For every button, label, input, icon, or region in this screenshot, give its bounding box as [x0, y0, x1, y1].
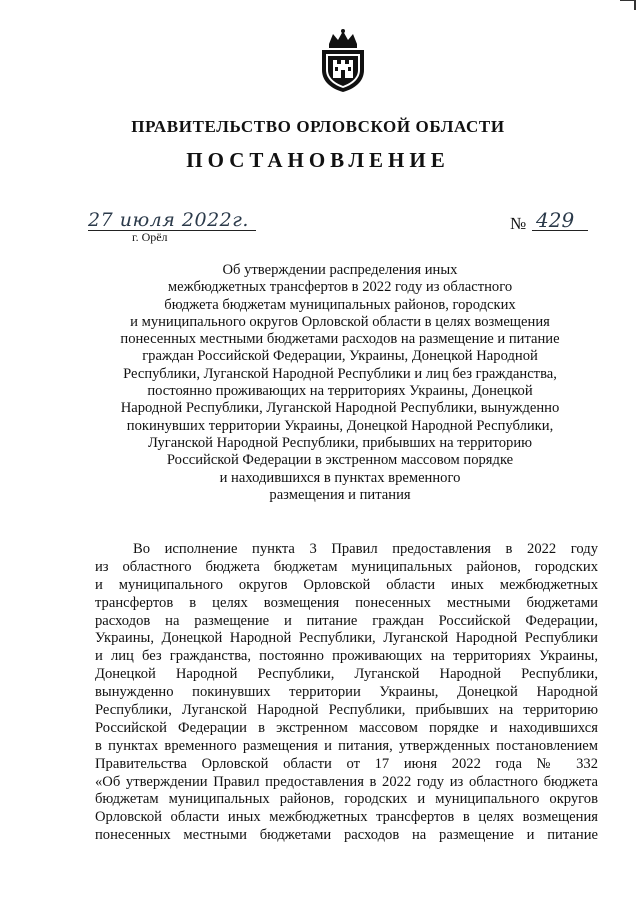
body-line: в пунктах временного размещения и питания, утвержденных постановлением: [95, 737, 598, 754]
number-sign: №: [510, 214, 527, 233]
title-line: и находившихся в пунктах временного: [219, 469, 461, 486]
body-line: Правительства Орловской области от 17 июня 2022 года № 332: [95, 755, 598, 772]
resolution-body: [95, 541, 598, 845]
title-line: размещения и питания: [269, 486, 411, 503]
title-line: граждан Российской Федерации, Украины, Донецкой Народной: [142, 348, 538, 365]
title-line: межбюджетных трансфертов в 2022 году из областного: [167, 279, 513, 296]
body-line: Во исполнение пункта 3 Правил предоставления в 2022 году: [133, 541, 598, 557]
title-line: Российской Федерации в экстренном массовом порядке: [166, 452, 514, 469]
body-line: трансфертов в целях возмещения понесенных местными бюджетами: [95, 594, 598, 611]
title-line: Об утверждении распределения иных: [222, 262, 458, 278]
body-line: Донецкой Народной Республики, Луганской Народной Республики,: [95, 666, 598, 683]
body-line: Республики, Луганской Народной Республики, прибывших на территорию: [95, 702, 598, 719]
title-line: бюджета бюджетам муниципальных районов, городских: [164, 296, 516, 313]
body-line: Украины, Донецкой Народной Республики, Луганской Народной Республики: [95, 630, 598, 647]
title-line: понесенных местными бюджетами расходов на размещение и питание: [120, 331, 560, 348]
number-handwritten: 429: [536, 208, 575, 232]
title-line: и муниципального округов Орловской области в целях возмещения: [130, 313, 550, 330]
government-name: ПРАВИТЕЛЬСТВО ОРЛОВСКОЙ ОБЛАСТИ: [131, 117, 505, 136]
title-line: покинувших территории Украины, Донецкой Народной Республики,: [126, 417, 554, 434]
body-line: «Об утверждении Правил предоставления в 2022 году из областного бюджета: [95, 773, 598, 790]
city-label: г. Орёл: [132, 230, 168, 244]
corner-mark: [620, 0, 636, 10]
title-line: Республики, Луганской Народной Республики и лиц без гражданства,: [123, 365, 557, 382]
body-line: Орловской области иных межбюджетных трансфертов в целях возмещения: [95, 809, 598, 826]
body-line: понесенных местными бюджетами расходов на размещение и питание: [95, 827, 598, 844]
title-line: постоянно проживающих на территориях Украины, Донецкой: [147, 383, 533, 400]
body-line: и муниципального округов Орловской области иных межбюджетных: [95, 576, 598, 593]
date-handwritten: 27 июля 2022г.: [88, 209, 249, 231]
body-line: расходов на размещение и питание граждан Российской Федерации,: [95, 612, 598, 629]
body-line: бюджетам муниципальных районов, городских и муниципального округов: [95, 791, 598, 808]
number-underline: [532, 230, 588, 231]
body-line: вынужденно покинувших территории Украины, Донецкой Народной: [95, 684, 598, 701]
resolution-title: [80, 262, 600, 504]
document-type: ПОСТАНОВЛЕНИЕ: [186, 148, 450, 172]
body-line: из областного бюджета бюджетам муниципальных районов, городских: [95, 558, 598, 575]
title-line: Луганской Народной Республики, прибывших на территорию: [147, 434, 533, 451]
body-line: Российской Федерации в экстренном массовом порядке и находившихся: [95, 719, 598, 736]
title-line: Народной Республики, Луганской Народной Республики, вынужденно: [120, 400, 560, 417]
body-line: и лиц без гражданства, постоянно проживающих на территориях Украины,: [95, 648, 598, 665]
coat-of-arms-icon: [316, 28, 370, 94]
date-underline: [88, 230, 256, 231]
